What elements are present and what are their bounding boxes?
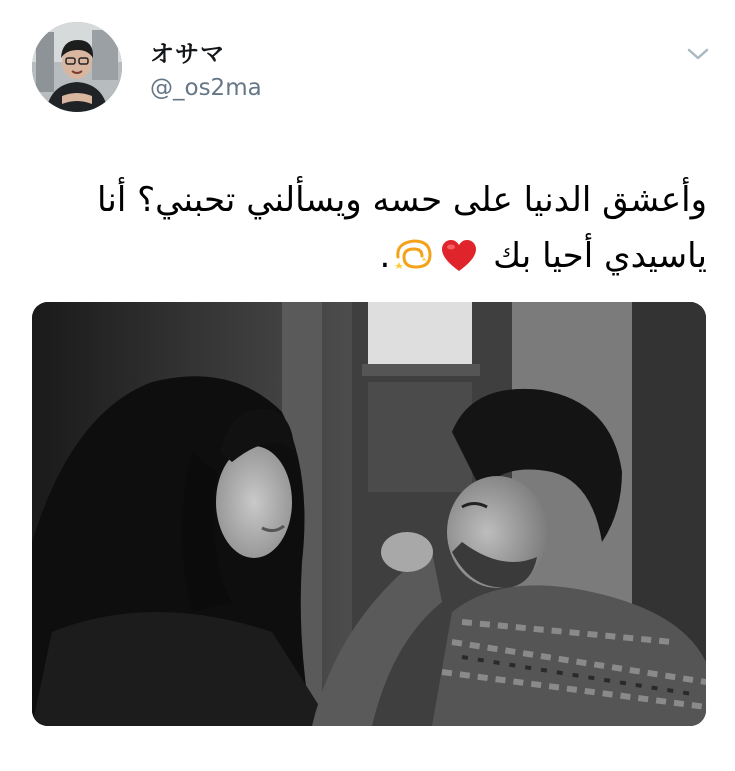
user-display-name[interactable]: オサマ <box>150 40 225 68</box>
user-avatar[interactable] <box>32 22 122 112</box>
red-heart-icon <box>440 234 478 268</box>
tweet-text-line-2-words: ياسيدي أحيا بك <box>493 236 707 276</box>
tweet-text-period: . <box>379 236 391 276</box>
tweet-text-line-2 <box>27 228 707 284</box>
photo-couple-icon <box>32 302 706 726</box>
tweet-media-photo[interactable] <box>32 302 706 726</box>
chevron-down-icon[interactable] <box>684 44 712 64</box>
dizzy-icon <box>392 234 434 270</box>
tweet-text-line-1: وأعشق الدنيا على حسه ويسألني تحبني؟ أنا <box>97 180 707 220</box>
user-handle[interactable]: @_os2ma <box>150 75 262 101</box>
avatar-photo-icon <box>32 22 122 112</box>
tweet-text <box>27 172 707 284</box>
